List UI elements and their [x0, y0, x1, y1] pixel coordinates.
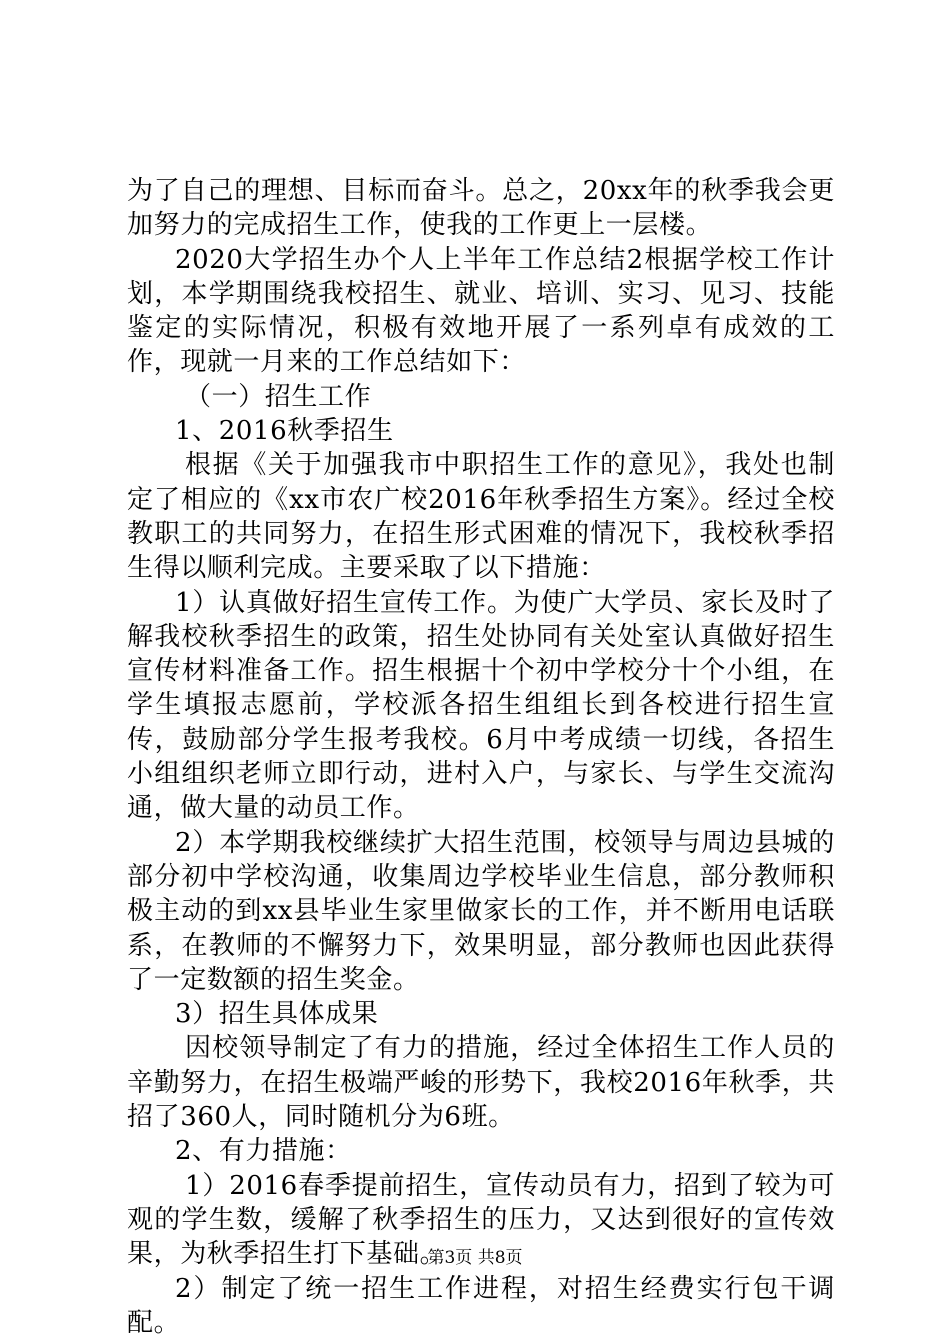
- paragraph-measure-2: 2）本学期我校继续扩大招生范围，校领导与周边县城的部分初中学校沟通，收集周边学校毕业生信息，部分教师积极主动的到xx县毕业生家里做家长的工作，并不断用电话联系，在教师的不懈努力下，效果明显，部分教师也因此获得了一定数额的招生奖金。: [127, 827, 835, 995]
- document-body: [127, 174, 835, 1340]
- paragraph-summary-intro: 2020大学招生办个人上半年工作总结2根据学校工作计划，本学期围绕我校招生、就业、培训、实习、见习、技能鉴定的实际情况，积极有效地开展了一系列卓有成效的工作，现就一月来的工作总结如下：: [127, 244, 835, 378]
- page-footer: [0, 1243, 950, 1268]
- paragraph-measure-1: 1）认真做好招生宣传工作。为使广大学员、家长及时了解我校秋季招生的政策，招生处协同有关处室认真做好招生宣传材料准备工作。招生根据十个初中学校分十个小组，在学生填报志愿前，学校派各招生组组长到各校进行招生宣传，鼓励部分学生报考我校。6月中考成绩一切线，各招生小组组织老师立即行动，进村入户，与家长、与学生交流沟通，做大量的动员工作。: [127, 587, 835, 824]
- paragraph-enrollment-plan: 根据《关于加强我市中职招生工作的意见》，我处也制定了相应的《xx市农广校2016年秋季招生方案》。经过全校教职工的共同努力，在招生形式困难的情况下，我校秋季招生得以顺利完成。主要采取了以下措施：: [127, 450, 835, 584]
- subheading-effective-measures: 2、有力措施：: [175, 1136, 352, 1167]
- section-heading-enrollment: （一）招生工作: [185, 381, 372, 412]
- subheading-results: 3）招生具体成果: [175, 999, 379, 1030]
- page-number: 第3页 共8页: [427, 1248, 523, 1268]
- paragraph-spring-enrollment: 1）2016春季提前招生，宣传动员有力，招到了较为可观的学生数，缓解了秋季招生的压力，又达到很好的宣传效果，为秋季招生打下基础。: [127, 1170, 835, 1270]
- paragraph-results: 因校领导制定了有力的措施，经过全体招生工作人员的辛勤努力，在招生极端严峻的形势下，我校2016年秋季，共招了360人，同时随机分为6班。: [127, 1033, 835, 1133]
- paragraph-process-funding: 2）制定了统一招生工作进程，对招生经费实行包干调配。: [127, 1273, 835, 1338]
- paragraph-continuation: 为了自己的理想、目标而奋斗。总之，20xx年的秋季我会更加努力的完成招生工作，使我的工作更上一层楼。: [127, 176, 835, 241]
- subheading-autumn-enrollment: 1、2016秋季招生: [175, 416, 394, 447]
